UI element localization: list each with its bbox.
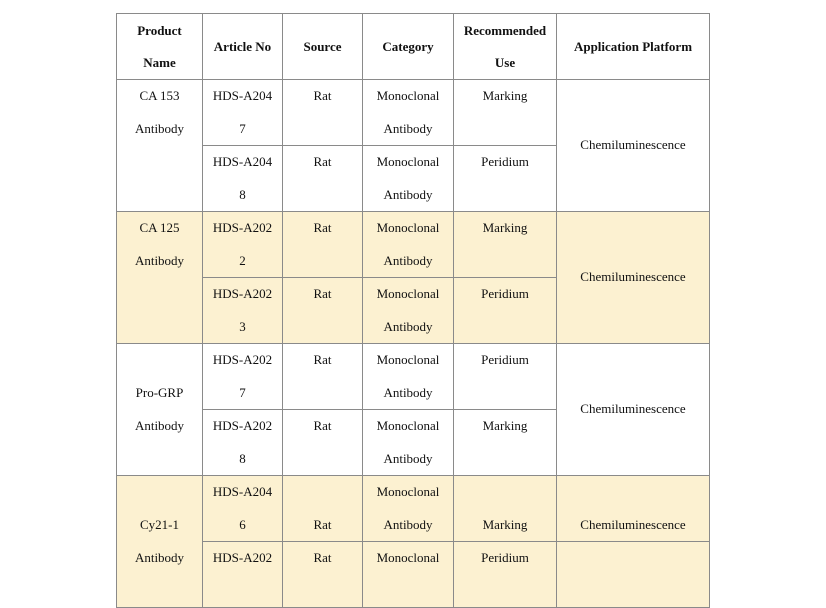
- table-row: [117, 476, 710, 542]
- category-cell: Monoclonal Antibody: [363, 212, 454, 278]
- article-cell: HDS-A202 8: [203, 410, 283, 476]
- header-product-name: Product Name: [117, 14, 203, 80]
- header-recommended-use: Recommended Use: [454, 14, 557, 80]
- use-cell: Peridium: [454, 344, 557, 410]
- platform-cell: Chemiluminescence: [557, 476, 710, 542]
- category-cell: Monoclonal Antibody: [363, 80, 454, 146]
- article-cell: HDS-A202: [203, 542, 283, 608]
- source-cell: Rat: [283, 410, 363, 476]
- table-row: [117, 212, 710, 278]
- source-cell: Rat: [283, 476, 363, 542]
- product-name-cell: Pro-GRP Antibody: [117, 344, 203, 476]
- use-cell: Marking: [454, 410, 557, 476]
- article-cell: HDS-A202 2: [203, 212, 283, 278]
- product-table: [116, 13, 710, 608]
- source-cell: Rat: [283, 80, 363, 146]
- use-cell: Marking: [454, 212, 557, 278]
- category-cell: Monoclonal Antibody: [363, 278, 454, 344]
- platform-cell: [557, 542, 710, 608]
- header-source: Source: [283, 14, 363, 80]
- table-row: [117, 80, 710, 146]
- use-cell: Peridium: [454, 542, 557, 608]
- category-cell: Monoclonal Antibody: [363, 146, 454, 212]
- article-cell: HDS-A204 6: [203, 476, 283, 542]
- article-cell: HDS-A202 7: [203, 344, 283, 410]
- platform-cell: Chemiluminescence: [557, 344, 710, 476]
- source-cell: Rat: [283, 146, 363, 212]
- category-cell: Monoclonal Antibody: [363, 410, 454, 476]
- category-cell: Monoclonal: [363, 542, 454, 608]
- category-cell: Monoclonal Antibody: [363, 476, 454, 542]
- article-cell: HDS-A202 3: [203, 278, 283, 344]
- use-cell: Peridium: [454, 146, 557, 212]
- use-cell: Marking: [454, 80, 557, 146]
- product-name-cell: Cy21-1 Antibody: [117, 476, 203, 608]
- source-cell: Rat: [283, 344, 363, 410]
- header-article-no: Article No: [203, 14, 283, 80]
- header-application-platform: Application Platform: [557, 14, 710, 80]
- article-cell: HDS-A204 7: [203, 80, 283, 146]
- table-row: [117, 542, 710, 608]
- category-cell: Monoclonal Antibody: [363, 344, 454, 410]
- header-category: Category: [363, 14, 454, 80]
- use-cell: Peridium: [454, 278, 557, 344]
- table-row: [117, 344, 710, 410]
- product-name-cell: CA 153 Antibody: [117, 80, 203, 212]
- header-row: [117, 14, 710, 80]
- product-name-cell: CA 125 Antibody: [117, 212, 203, 344]
- article-cell: HDS-A204 8: [203, 146, 283, 212]
- source-cell: Rat: [283, 542, 363, 608]
- use-cell: Marking: [454, 476, 557, 542]
- platform-cell: Chemiluminescence: [557, 212, 710, 344]
- source-cell: Rat: [283, 212, 363, 278]
- source-cell: Rat: [283, 278, 363, 344]
- platform-cell: Chemiluminescence: [557, 80, 710, 212]
